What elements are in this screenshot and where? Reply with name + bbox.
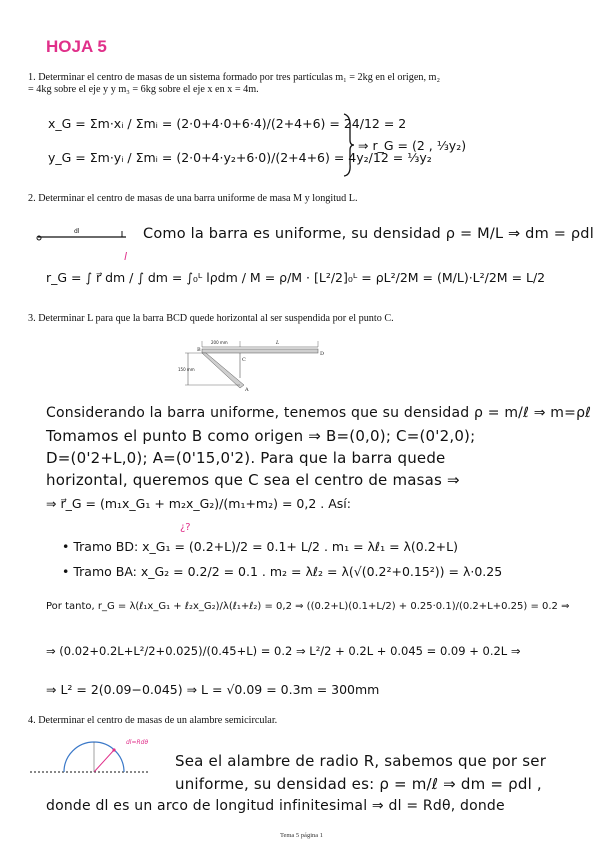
q3-label-C: C [242, 357, 246, 363]
q3-line-2: Tomamos el punto B como origen ⇒ B=(0,0); C=(0'2,0); [46, 427, 476, 445]
q3-tramo-ba: • Tramo BA: x_G₂ = 0.2/2 = 0.1 . m₂ = λℓ₂ = λ(√(0.2²+0.15²)) = λ·0.25 [62, 564, 503, 579]
q1-statement [28, 72, 448, 96]
q3-label-D: D [320, 351, 325, 357]
q3-dim-side: 150 mm [178, 367, 195, 372]
q1-number: 1. [28, 72, 36, 83]
q4-fig-label: dl=Rdθ [126, 739, 149, 746]
q3-pink-note: ¿? [180, 522, 191, 533]
q3-tramo-bd: • Tramo BD: x_G₁ = (0.2+L)/2 = 0.1+ L/2 . m₁ = λℓ₁ = λ(0.2+L) [62, 539, 458, 554]
q2-bar-sketch [36, 228, 131, 244]
q3-dim-top: 200 mm [211, 340, 228, 345]
q4-semicircle-figure [30, 730, 170, 778]
q3-line-5: ⇒ r⃗_G = (m₁x_G₁ + m₂x_G₂)/(m₁+m₂) = 0,2 . Así: [46, 496, 351, 511]
q2-hw-line1: Como la barra es uniforme, su densidad ρ = M/L ⇒ dm = ρdl [143, 226, 594, 242]
q4-line-1: Sea el alambre de radio R, sabemos que por ser [175, 752, 547, 770]
q1-result: ⇒ r_G = (2 , ⅓y₂) [358, 138, 467, 153]
q3-line-eq2: ⇒ (0.02+0.2L+L²/2+0.025)/(0.45+L) = 0.2 ⇒ L²/2 + 0.2L + 0.045 = 0.09 + 0.2L ⇒ [46, 644, 521, 658]
q2-hw-line2: r_G = ∫ r⃗ dm / ∫ dm = ∫₀ᴸ lρdm / M = ρ/M · [L²/2]₀ᴸ = ρL²/2M = (M/L)·L²/2M = L/2 [46, 270, 546, 285]
q3-text: Determinar L para que la barra BCD quede horizontal al ser suspendida por el punto C. [38, 313, 394, 324]
q1-yg-line: y_G = Σm·yᵢ / Σmᵢ = (2·0+4·y₂+6·0)/(2+4+6) = 4y₂/12 = ⅓y₂ [48, 150, 432, 165]
q3-statement [28, 313, 588, 325]
q2-annotation: l [124, 250, 128, 263]
q4-statement [28, 715, 588, 727]
q4-number: 4. [28, 715, 36, 726]
q2-statement [28, 193, 588, 205]
q3-label-L: L [276, 340, 280, 346]
q3-label-B: B [197, 347, 201, 353]
q4-line-3: donde dl es un arco de longitud infinitesimal ⇒ dl = Rdθ, donde [46, 798, 505, 814]
page-footer: Tema 5 página 1 [279, 832, 324, 839]
q3-line-4: horizontal, queremos que C sea el centro de masas ⇒ [46, 471, 460, 489]
q3-line-eq3: ⇒ L² = 2(0.09−0.045) ⇒ L = √0.09 = 0.3m = 300mm [46, 682, 380, 697]
q3-figure [178, 333, 328, 395]
q3-line-3: D=(0'2+L,0); A=(0'15,0'2). Para que la barra quede [46, 449, 446, 467]
q3-number: 3. [28, 313, 36, 324]
q3-label-A: A [245, 387, 249, 393]
q1-xg-line: x_G = Σm·xᵢ / Σmᵢ = (2·0+4·0+6·4)/(2+4+6) = 24/12 = 2 [48, 116, 407, 131]
q3-line-1: Considerando la barra uniforme, tenemos que su densidad ρ = m/ℓ ⇒ m=ρℓ [46, 405, 592, 421]
q1-text: Determinar el centro de masas de un sistema formado por tres partículas m₁ = 2kg en el origen, m₂ = 4kg sobre el eje y y m₃ = 6kg sobre el eje x en x = 4m. [28, 72, 441, 95]
q4-line-2: uniforme, su densidad es: ρ = m/ℓ ⇒ dm = ρdl , [175, 775, 542, 793]
q1-brace [342, 112, 356, 178]
q3-por-tanto: Por tanto, r_G = λ(ℓ₁x_G₁ + ℓ₂x_G₂)/λ(ℓ₁+ℓ₂) = 0,2 ⇒ ((0.2+L)(0.1+L/2) + 0.25·0.1)/(0.2+L+0.25) = 0.2 ⇒ [46, 601, 570, 612]
q2-number: 2. [28, 193, 36, 204]
q4-text: Determinar el centro de masas de un alambre semicircular. [38, 715, 278, 726]
q2-bar-label: dl [74, 228, 80, 235]
page-title: HOJA 5 [46, 37, 107, 56]
q2-text: Determinar el centro de masas de una barra uniforme de masa M y longitud L. [38, 193, 358, 204]
